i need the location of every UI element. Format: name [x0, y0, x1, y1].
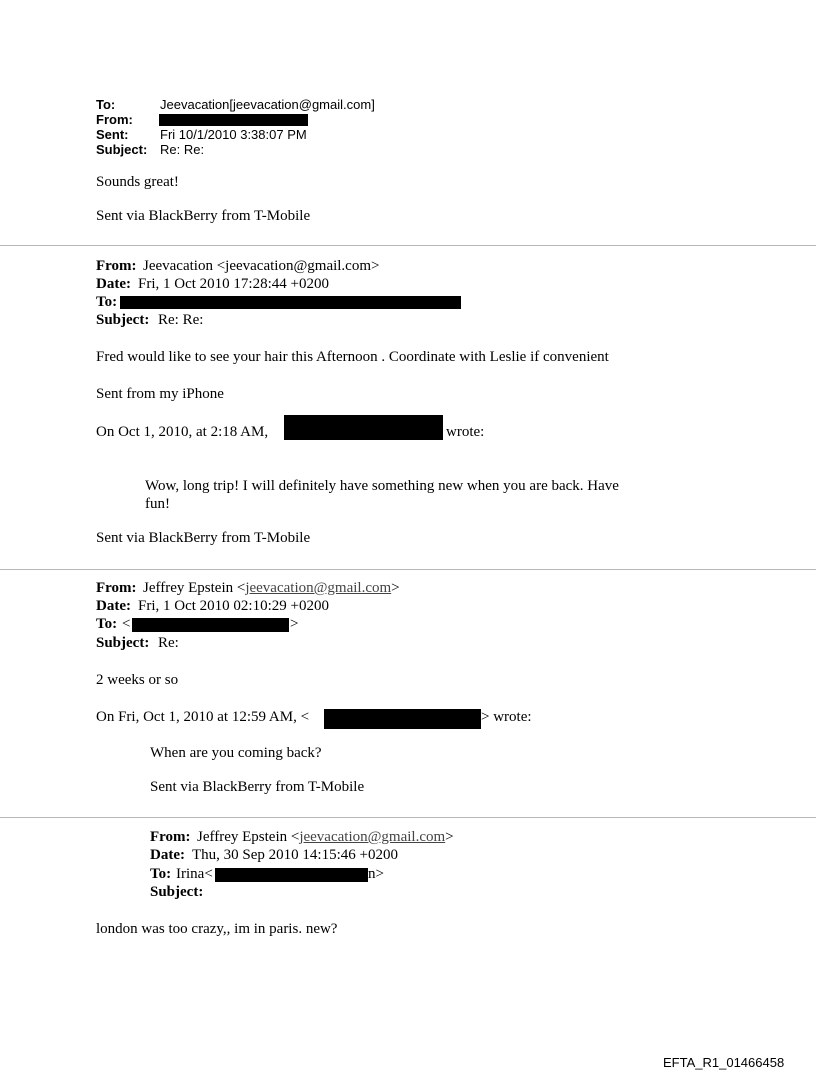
from-label: From:: [96, 112, 133, 127]
quoted-signature: Sent via BlackBerry from T-Mobile: [150, 779, 365, 795]
quoted-text: Wow, long trip! I will definitely have something new when you are back. Have: [145, 478, 619, 494]
sent-value: Fri 10/1/2010 3:38:07 PM: [160, 127, 307, 142]
from-close: >: [445, 829, 454, 845]
divider: [0, 569, 816, 570]
from-label: From:: [150, 829, 191, 845]
from-value: Jeevacation <jeevacation@gmail.com>: [143, 258, 380, 274]
to-label: To:: [96, 616, 118, 632]
to-value: Irina<: [176, 866, 213, 882]
message-signature: Sent via BlackBerry from T-Mobile: [96, 208, 311, 224]
from-label: From:: [96, 258, 137, 274]
divider: [0, 817, 816, 818]
quote-wrote: wrote:: [446, 424, 485, 440]
divider: [0, 245, 816, 246]
redaction-bar: [132, 618, 289, 632]
message-signature: Sent from my iPhone: [96, 386, 224, 402]
from-name: Jeffrey Epstein <: [197, 829, 300, 845]
quote-intro: On Oct 1, 2010, at 2:18 AM,: [96, 424, 269, 440]
sent-label: Sent:: [96, 127, 129, 142]
redaction-bar: [159, 114, 308, 126]
to-close: n>: [368, 866, 384, 882]
to-label: To:: [96, 294, 118, 310]
subject-label: Subject:: [96, 142, 148, 157]
redaction-bar: [324, 709, 481, 729]
to-close: >: [290, 616, 299, 632]
redaction-bar: [284, 415, 443, 440]
to-value: Jeevacation[jeevacation@gmail.com]: [160, 97, 375, 112]
subject-label: Subject:: [150, 884, 204, 900]
subject-value: Re:: [158, 635, 179, 651]
subject-label: Subject:: [96, 635, 150, 651]
message-body: london was too crazy,, im in paris. new?: [96, 921, 338, 937]
from-close: >: [391, 580, 400, 596]
date-label: Date:: [96, 276, 131, 292]
date-value: Thu, 30 Sep 2010 14:15:46 +0200: [192, 847, 398, 863]
quoted-text: When are you coming back?: [150, 745, 322, 761]
message-body: Sounds great!: [96, 174, 179, 190]
message-body: 2 weeks or so: [96, 672, 179, 688]
to-label: To:: [150, 866, 172, 882]
from-name: Jeffrey Epstein <: [143, 580, 246, 596]
email-link[interactable]: jeevacation@gmail.com: [245, 580, 392, 596]
message-body: Fred would like to see your hair this Afternoon . Coordinate with Leslie if convenient: [96, 349, 609, 365]
date-label: Date:: [96, 598, 131, 614]
subject-value: Re: Re:: [160, 142, 205, 157]
from-value: [143, 580, 400, 597]
quote-intro: On Fri, Oct 1, 2010 at 12:59 AM, <: [96, 709, 310, 725]
bates-number: EFTA_R1_01466458: [663, 1055, 785, 1070]
quoted-text: fun!: [145, 496, 170, 512]
message-signature: Sent via BlackBerry from T-Mobile: [96, 530, 311, 546]
redaction-bar: [120, 296, 461, 309]
from-label: From:: [96, 580, 137, 596]
quote-wrote: > wrote:: [481, 709, 532, 725]
date-value: Fri, 1 Oct 2010 02:10:29 +0200: [138, 598, 329, 614]
email-link[interactable]: jeevacation@gmail.com: [299, 829, 446, 845]
date-value: Fri, 1 Oct 2010 17:28:44 +0200: [138, 276, 329, 292]
subject-value: Re: Re:: [158, 312, 204, 328]
redaction-bar: [215, 868, 368, 882]
date-label: Date:: [150, 847, 185, 863]
to-label: To:: [96, 97, 116, 112]
to-open: <: [122, 616, 131, 632]
subject-label: Subject:: [96, 312, 150, 328]
from-value: [197, 829, 454, 846]
